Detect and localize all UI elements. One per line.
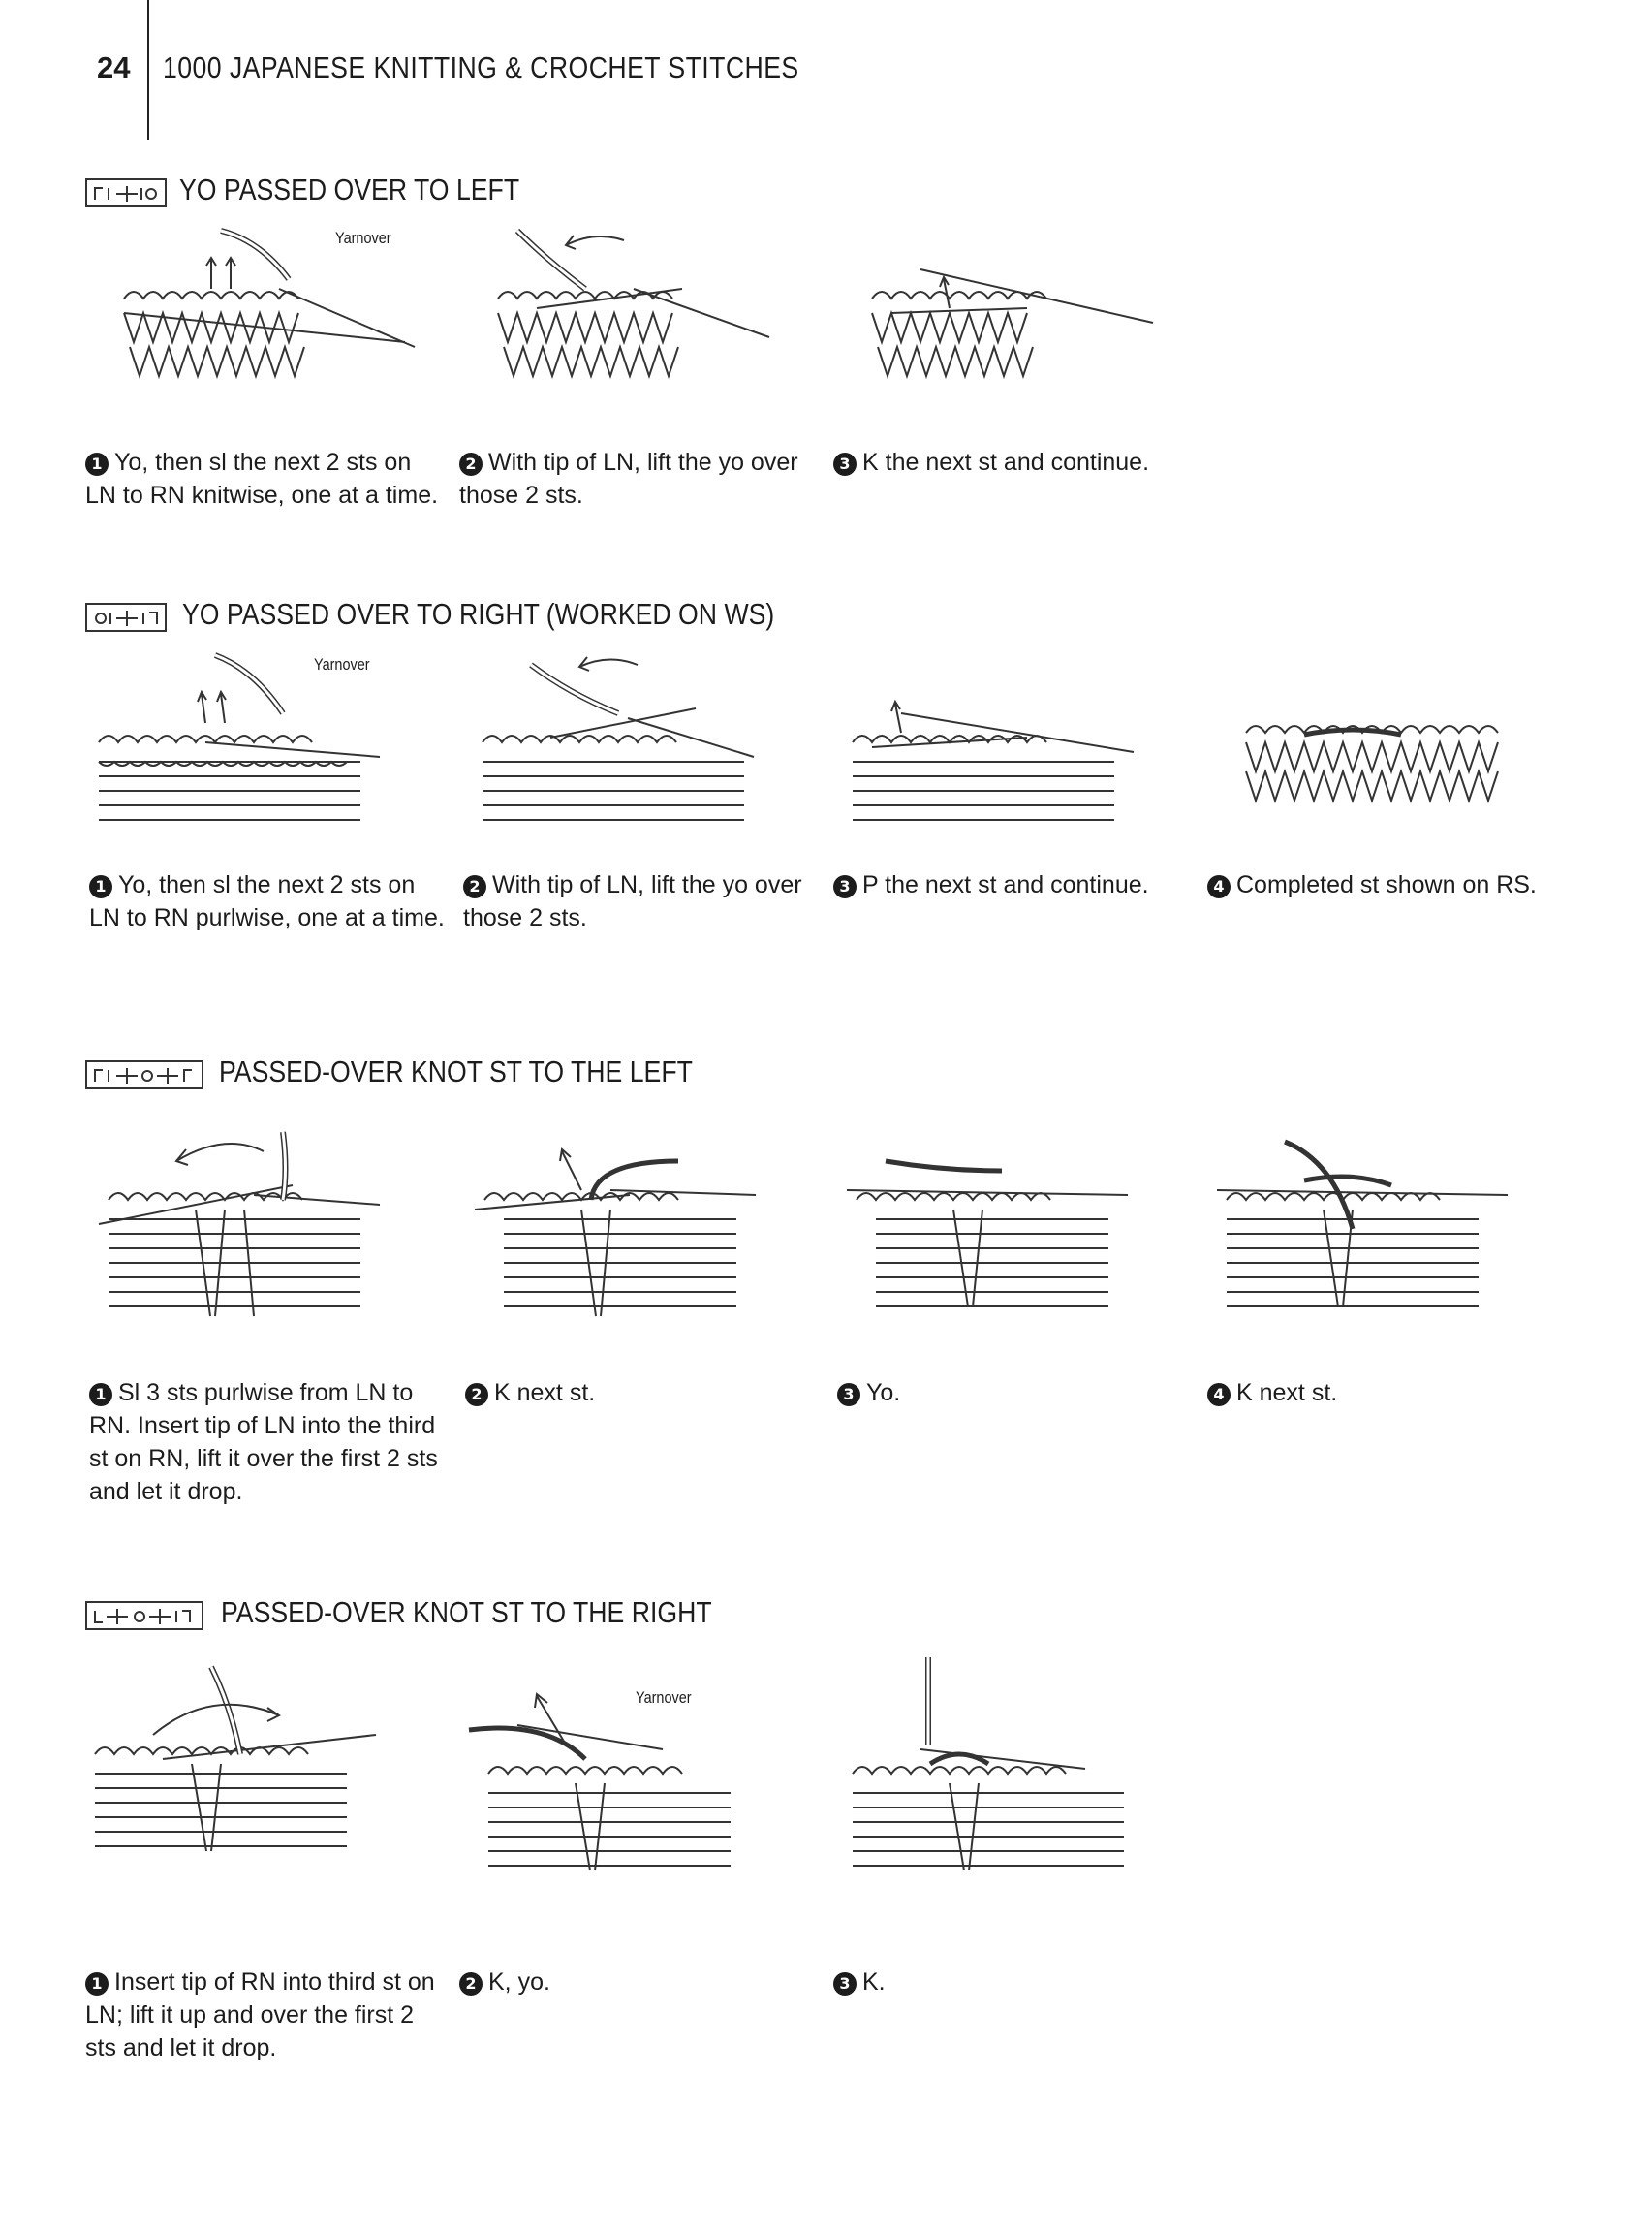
step-text: Completed st shown on RS. bbox=[1236, 871, 1537, 898]
step-caption bbox=[459, 1965, 827, 1998]
step-illustration bbox=[85, 221, 434, 415]
step-text: K. bbox=[862, 1968, 886, 1996]
yo-passed-over-right-symbol-icon bbox=[85, 603, 167, 632]
yarnover-label: Yarnover bbox=[636, 1688, 692, 1707]
step-number-badge: 4 bbox=[1207, 875, 1231, 898]
step-illustration bbox=[89, 1113, 438, 1345]
step-number-badge: 2 bbox=[459, 1972, 483, 1996]
step-illustration bbox=[463, 645, 812, 849]
step-illustration bbox=[85, 1657, 434, 1890]
step-illustration bbox=[837, 1113, 1186, 1345]
step-caption bbox=[465, 1376, 833, 1409]
step-caption bbox=[89, 1376, 448, 1508]
step-caption bbox=[833, 868, 1201, 901]
step-caption bbox=[1207, 868, 1575, 901]
step-illustration bbox=[465, 1113, 814, 1345]
step-number-badge: 4 bbox=[1207, 1383, 1231, 1406]
page-number: 24 bbox=[97, 50, 131, 84]
step-text: With tip of LN, lift the yo over those 2 sts. bbox=[463, 871, 802, 931]
section-knot-st-right bbox=[85, 1595, 1577, 2061]
step-caption bbox=[85, 446, 444, 512]
step-text: Sl 3 sts purlwise from LN to RN. Insert tip of LN into the third st on RN, lift it over the first 2 sts and let it drop. bbox=[89, 1379, 438, 1505]
step-caption bbox=[459, 446, 827, 512]
step-number-badge: 1 bbox=[89, 1383, 112, 1406]
step-caption bbox=[463, 868, 831, 934]
yo-passed-over-left-symbol-icon bbox=[85, 178, 167, 207]
step-text: K the next st and continue. bbox=[862, 449, 1150, 476]
step-illustration bbox=[89, 645, 438, 849]
step-number-badge: 3 bbox=[837, 1383, 860, 1406]
yarnover-label: Yarnover bbox=[335, 229, 391, 247]
step-number-badge: 3 bbox=[833, 875, 857, 898]
step-caption bbox=[837, 1376, 1205, 1409]
step-number-badge: 2 bbox=[463, 875, 486, 898]
section-title: PASSED-OVER KNOT ST TO THE RIGHT bbox=[221, 1595, 712, 1629]
step-text: Yo, then sl the next 2 sts on LN to RN knitwise, one at a time. bbox=[85, 449, 439, 509]
step-number-badge: 1 bbox=[85, 1972, 109, 1996]
step-text: K next st. bbox=[1236, 1379, 1338, 1406]
step-text: With tip of LN, lift the yo over those 2 sts. bbox=[459, 449, 798, 509]
step-text: K, yo. bbox=[488, 1968, 550, 1996]
step-number-badge: 2 bbox=[465, 1383, 488, 1406]
step-illustration bbox=[833, 645, 1182, 849]
section-yo-passed-over-left bbox=[85, 173, 1577, 521]
step-illustration bbox=[1207, 645, 1556, 849]
knot-st-left-symbol-icon bbox=[85, 1060, 203, 1089]
step-illustration bbox=[833, 221, 1182, 415]
yarnover-label: Yarnover bbox=[314, 655, 370, 674]
section-yo-passed-over-right bbox=[85, 597, 1577, 946]
step-text: Insert tip of RN into third st on LN; lift it up and over the first 2 sts and let it drop. bbox=[85, 1968, 435, 2061]
section-title: PASSED-OVER KNOT ST TO THE LEFT bbox=[219, 1054, 693, 1088]
step-illustration bbox=[459, 1657, 808, 1890]
step-caption bbox=[89, 868, 448, 934]
section-title: YO PASSED OVER TO LEFT bbox=[179, 173, 520, 206]
step-caption bbox=[833, 446, 1201, 479]
step-number-badge: 1 bbox=[85, 453, 109, 476]
step-caption bbox=[833, 1965, 1201, 1998]
step-caption bbox=[1207, 1376, 1575, 1409]
step-text: Yo, then sl the next 2 sts on LN to RN purlwise, one at a time. bbox=[89, 871, 445, 931]
step-illustration bbox=[1207, 1113, 1556, 1345]
step-caption bbox=[85, 1965, 444, 2064]
step-illustration bbox=[833, 1657, 1182, 1890]
step-number-badge: 1 bbox=[89, 875, 112, 898]
section-knot-st-left bbox=[85, 1054, 1577, 1505]
header-divider bbox=[147, 0, 149, 140]
step-number-badge: 3 bbox=[833, 453, 857, 476]
step-number-badge: 2 bbox=[459, 453, 483, 476]
step-text: K next st. bbox=[494, 1379, 596, 1406]
section-title: YO PASSED OVER TO RIGHT (WORKED ON WS) bbox=[182, 597, 775, 631]
step-text: Yo. bbox=[866, 1379, 901, 1406]
step-text: P the next st and continue. bbox=[862, 871, 1149, 898]
book-title: 1000 JAPANESE KNITTING & CROCHET STITCHES bbox=[163, 50, 799, 84]
step-illustration bbox=[459, 221, 808, 415]
step-number-badge: 3 bbox=[833, 1972, 857, 1996]
knot-st-right-symbol-icon bbox=[85, 1601, 203, 1630]
